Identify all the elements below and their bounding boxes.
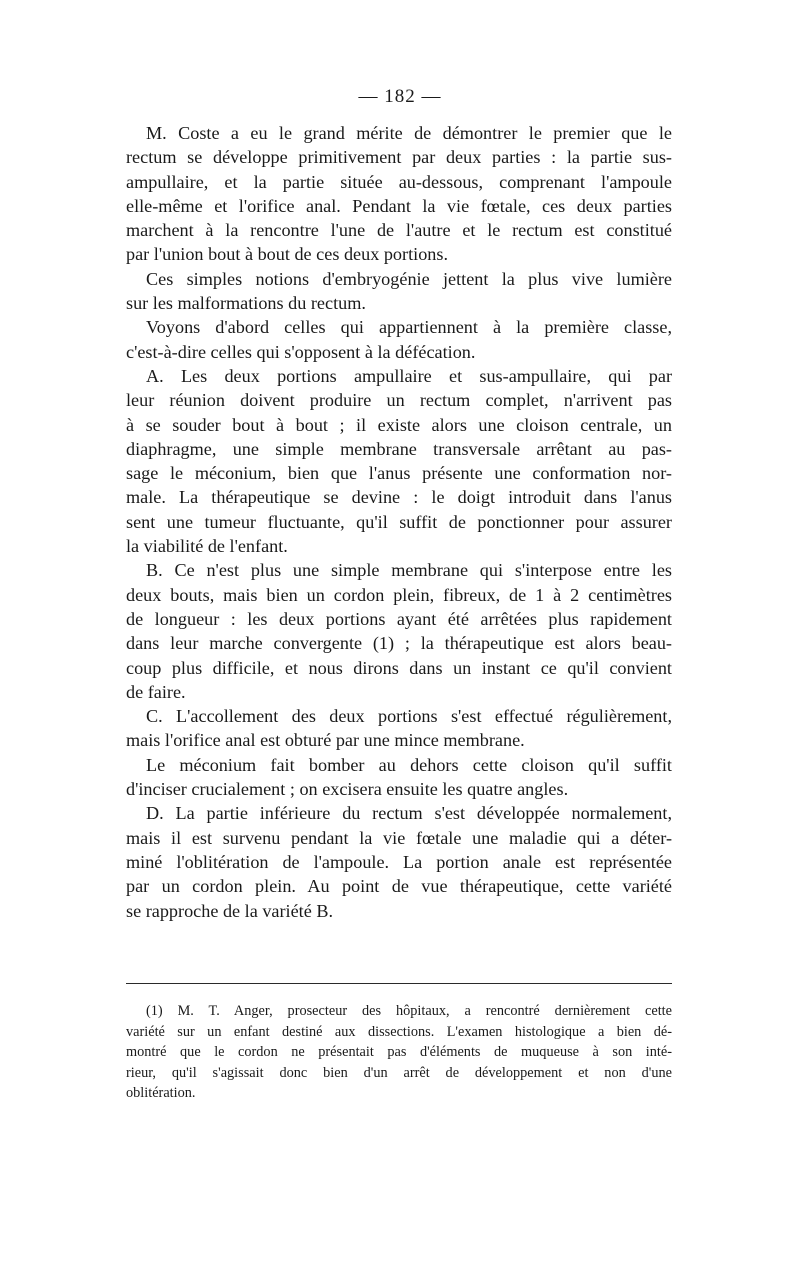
footnote-line: variété sur un enfant destiné aux dissections. L'examen histologique a bien dé- [126, 1023, 672, 1040]
text-line: miné l'oblitération de l'ampoule. La portion anale est représentée [126, 851, 672, 872]
text-line: D. La partie inférieure du rectum s'est développée normalement, [146, 803, 672, 824]
text-line: M. Coste a eu le grand mérite de démontrer le premier que le [146, 123, 672, 143]
text-line: à se souder bout à bout ; il existe alors une cloison centrale, un [126, 414, 672, 435]
text-line: deux bouts, mais bien un cordon plein, fibreux, de 1 à 2 centimètres [126, 584, 672, 605]
page-number: — 182 — [358, 86, 442, 107]
text-line: sent une tumeur fluctuante, qu'il suffit de ponctionner pour assurer [126, 511, 672, 532]
text-line: leur réunion doivent produire un rectum complet, n'arrivent pas [126, 390, 672, 411]
text-line: c'est-à-dire celles qui s'opposent à la défécation. [126, 341, 476, 362]
text-line: Ces simples notions d'embryogénie jettent la plus vive lumière [146, 268, 672, 289]
text-line: elle-même et l'orifice anal. Pendant la vie fœtale, ces deux parties [126, 195, 672, 216]
footnote-separator [126, 983, 672, 984]
text-line: diaphragme, une simple membrane transversale arrêtant au pas- [126, 438, 672, 459]
footnote-line: oblitération. [126, 1085, 196, 1102]
footnote [126, 1001, 672, 1104]
text-line: A. Les deux portions ampullaire et sus-ampullaire, qui par [146, 365, 672, 386]
text-line: dans leur marche convergente (1) ; la thérapeutique est alors beau- [126, 633, 672, 654]
text-line: mais l'orifice anal est obturé par une mince membrane. [126, 730, 525, 751]
text-line: Voyons d'abord celles qui appartiennent à la première classe, [146, 317, 672, 338]
text-line: par un cordon plein. Au point de vue thérapeutique, cette variété [126, 876, 672, 897]
footnote-line: montré que le cordon ne présentait pas d'éléments de muqueuse à son inté- [126, 1044, 672, 1061]
text-line: sur les malformations du rectum. [126, 293, 366, 314]
footnote-line: (1) M. T. Anger, prosecteur des hôpitaux, a rencontré dernièrement cette [146, 1003, 672, 1019]
text-line: C. L'accollement des deux portions s'est effectué régulièrement, [146, 706, 672, 727]
text-line: de faire. [126, 681, 186, 702]
text-line: se rapproche de la variété B. [126, 900, 334, 921]
text-line: d'inciser crucialement ; on excisera ensuite les quatre angles. [126, 779, 569, 800]
text-line: coup plus difficile, et nous dirons dans un instant ce qu'il convient [126, 657, 672, 678]
text-line: sage le méconium, bien que l'anus présente une conformation nor- [126, 463, 672, 484]
text-line: male. La thérapeutique se devine : le doigt introduit dans l'anus [126, 487, 672, 508]
text-line: ampullaire, et la partie située au-dessous, comprenant l'ampoule [126, 171, 672, 192]
text-line: mais il est survenu pendant la vie fœtale une maladie qui a déter- [126, 827, 672, 848]
text-line: marchent à la rencontre l'une de l'autre et le rectum est constitué [126, 220, 672, 241]
text-line: la viabilité de l'enfant. [126, 536, 288, 557]
text-line: rectum se développe primitivement par deux parties : la partie sus- [126, 147, 672, 168]
footnote-line: rieur, qu'il s'agissait donc bien d'un arrêt de développement et non d'une [126, 1064, 672, 1081]
text-line: de longueur : les deux portions ayant été arrêtées plus rapidement [126, 608, 672, 629]
text-line: par l'union bout à bout de ces deux portions. [126, 244, 449, 265]
text-line: Le méconium fait bomber au dehors cette cloison qu'il suffit [146, 754, 672, 775]
main-text [126, 121, 672, 923]
text-line: B. Ce n'est plus une simple membrane qui s'interpose entre les [146, 560, 672, 581]
